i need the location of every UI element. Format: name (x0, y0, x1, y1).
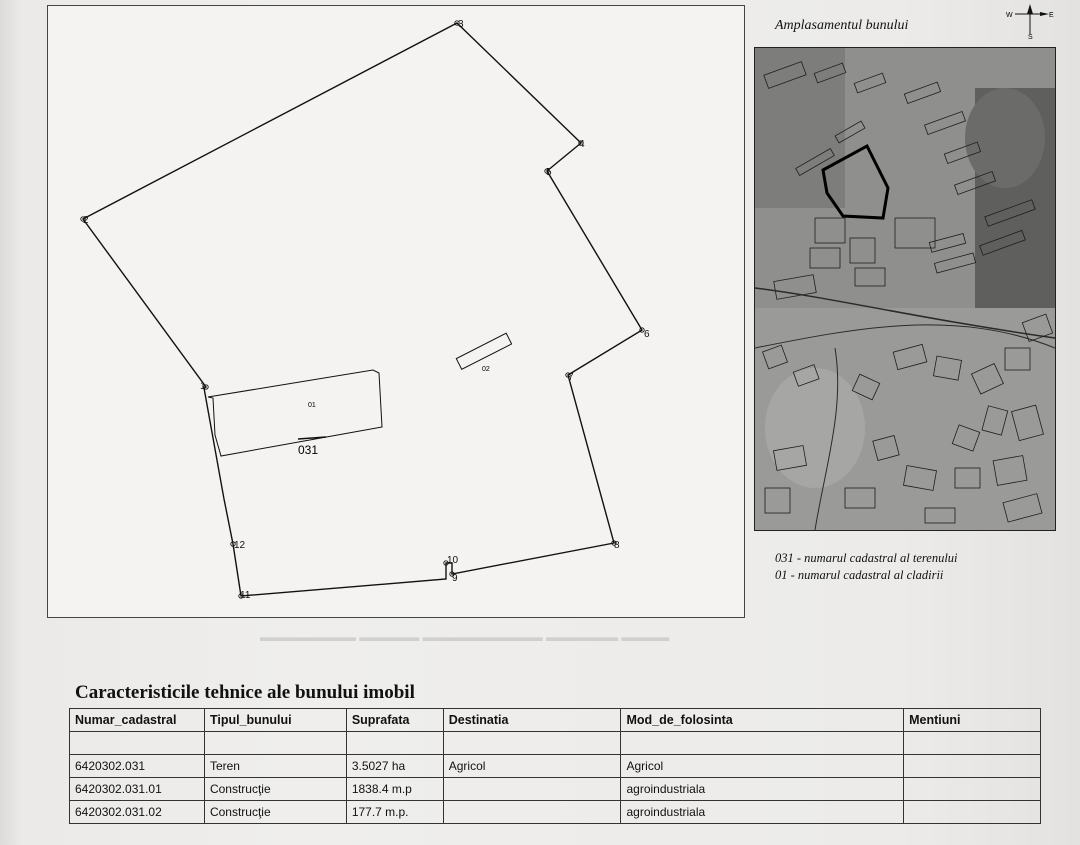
cell-area: 1838.4 m.p (346, 778, 443, 801)
orthophoto-image (755, 48, 1055, 530)
table-row (70, 801, 1041, 824)
legend-building-number: 01 - numarul cadastral al cladirii (775, 568, 944, 582)
column-header: Mentiuni (904, 709, 1041, 732)
vertex-label-11: 11 (240, 590, 251, 601)
cell-cadastral-number: 6420302.031 (70, 755, 205, 778)
column-header: Tipul_bunului (204, 709, 346, 732)
column-header: Suprafata (346, 709, 443, 732)
parcel-label-marker (298, 437, 326, 439)
location-title: Amplasamentul bunului (775, 18, 909, 33)
table-header-row (70, 709, 1041, 732)
vertex-label-7: 7 (568, 372, 574, 383)
building-01-label: 01 (308, 402, 316, 409)
compass-rose-icon (1005, 2, 1055, 40)
cell-mentions (904, 801, 1041, 824)
compass-s-label: S (1028, 34, 1033, 40)
table-spacer (70, 732, 1041, 755)
map-legend (775, 550, 958, 584)
section-title: Caracteristicile tehnice ale bunului imobil (75, 682, 415, 703)
cell-destination (443, 778, 621, 801)
vertex-markers (81, 21, 644, 598)
vertex-label-2: 2 (83, 215, 89, 226)
vertex-label-9: 9 (452, 573, 458, 584)
column-header: Numar_cadastral (70, 709, 205, 732)
orthophoto-map (754, 47, 1056, 531)
compass-w-label: W (1006, 12, 1013, 19)
cell-area: 177.7 m.p. (346, 801, 443, 824)
building-01-outline (208, 370, 382, 456)
vertex-label-3: 3 (458, 19, 464, 30)
legend-parcel-number: 031 - numarul cadastral al terenului (775, 551, 958, 565)
building-02-label: 02 (482, 366, 490, 373)
column-header: Mod_de_folosinta (621, 709, 904, 732)
compass-e-label: E (1049, 12, 1054, 19)
vertex-label-4: 4 (579, 139, 585, 150)
cadastral-plan-frame (47, 5, 745, 618)
column-header: Destinatia (443, 709, 621, 732)
cadastral-plan-drawing (48, 6, 744, 617)
building-02-outline (456, 333, 511, 369)
cell-cadastral-number: 6420302.031.01 (70, 778, 205, 801)
cell-destination: Agricol (443, 755, 621, 778)
cell-cadastral-number: 6420302.031.02 (70, 801, 205, 824)
vertex-label-10: 10 (447, 555, 459, 566)
cell-property-type: Teren (204, 755, 346, 778)
vertex-label-12: 12 (234, 540, 246, 551)
cell-use-mode: agroindustriala (621, 778, 904, 801)
parcel-number-label: 031 (298, 443, 319, 457)
cell-area: 3.5027 ha (346, 755, 443, 778)
technical-characteristics-table (69, 708, 1041, 824)
cell-property-type: Construcţie (204, 801, 346, 824)
cell-mentions (904, 778, 1041, 801)
vertex-label-6: 6 (644, 329, 650, 340)
cell-use-mode: Agricol (621, 755, 904, 778)
vertex-label-1: 1 (200, 381, 206, 392)
bleed-through-text: ▬▬▬▬▬▬▬▬ ▬▬▬▬▬ ▬▬▬▬▬▬▬▬▬▬ ▬▬▬▬▬▬ ▬▬▬▬ (260, 630, 670, 644)
parcel-boundary (83, 23, 642, 596)
table-row (70, 755, 1041, 778)
table-row (70, 778, 1041, 801)
vertex-label-8: 8 (614, 540, 620, 551)
cell-destination (443, 801, 621, 824)
cell-mentions (904, 755, 1041, 778)
cell-use-mode: agroindustriala (621, 801, 904, 824)
cell-property-type: Construcţie (204, 778, 346, 801)
vertex-label-5: 5 (546, 167, 552, 178)
